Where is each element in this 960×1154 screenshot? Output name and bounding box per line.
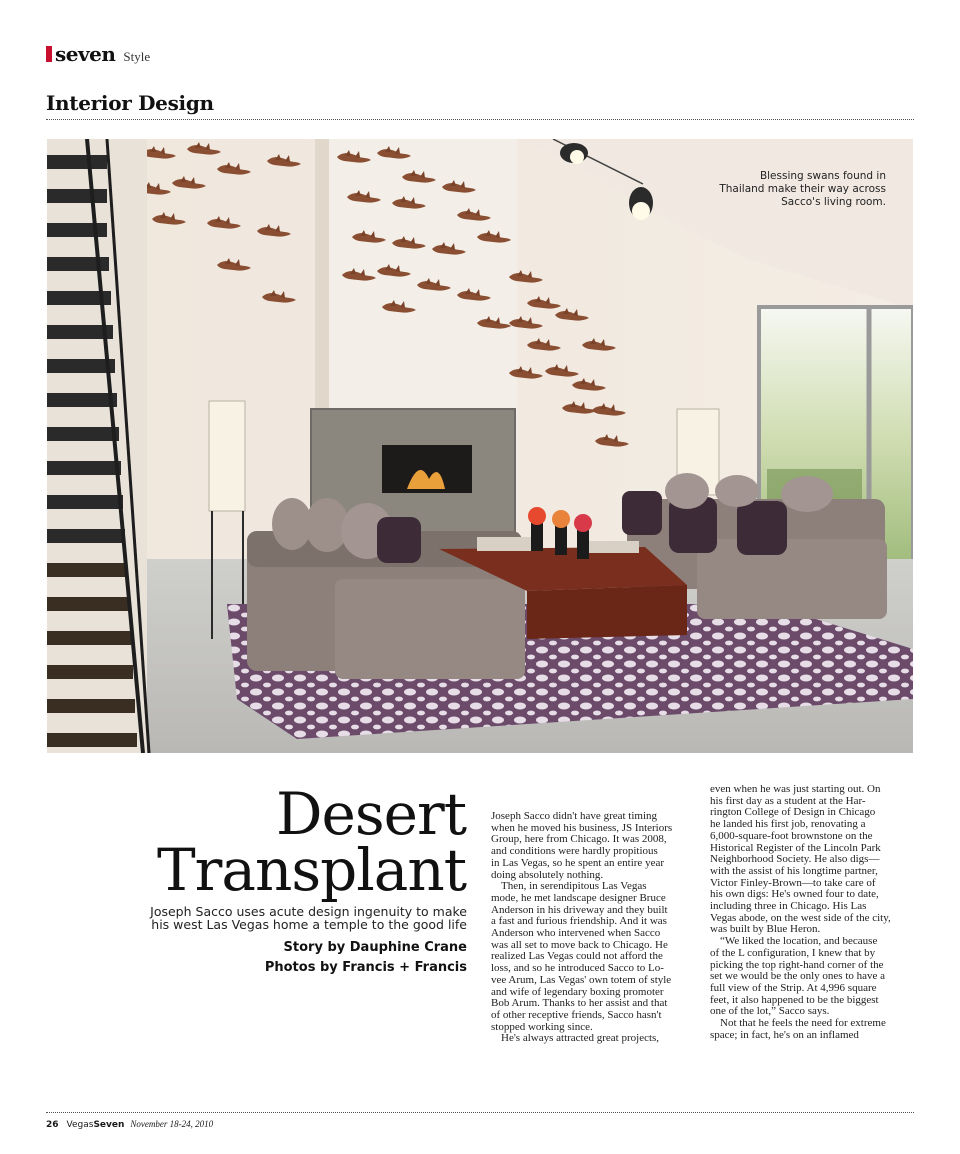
section-label: Style [123, 49, 151, 64]
article-text-line: Not that he feels the need for extreme [720, 1018, 886, 1030]
article-text-line: Victor Finley-Brown—to take care of [710, 877, 876, 889]
article-text-line: Group, here from Chicago. It was 2008, [491, 834, 667, 846]
article-text-line: and conditions were hardly propitious [491, 846, 658, 858]
article-column-2 [710, 784, 904, 1041]
article-text-line: and wife of legendary boxing promoter [491, 986, 664, 998]
article-text-line: full view of the Strip. At 4,996 square [710, 982, 877, 994]
article-text-line: doing absolutely nothing. [491, 869, 604, 881]
article-text-line: Then, in serendipitous Las Vegas [501, 881, 647, 893]
article-text-line: his own digs: He's owned four to date, [710, 889, 879, 901]
living-room-photo [47, 139, 913, 753]
article-headline [156, 780, 466, 904]
byline-story: Story by Dauphine Crane [283, 940, 467, 955]
article-text-line: rington College of Design in Chicago [710, 807, 876, 819]
article-text-line: was built by Blue Heron. [710, 924, 821, 936]
article-text-line: feet, it also happened to be the biggest [710, 994, 879, 1006]
article-text-line: one of the lot,” Sacco says. [710, 1006, 830, 1018]
article-text-line: set we would be the only ones to have a [710, 971, 886, 983]
page-number: 26 [46, 1120, 59, 1130]
article-text-line: “We liked the location, and because [720, 936, 878, 948]
article-text-line: even when he was just starting out. On [710, 784, 881, 795]
article-text-line: 6,000-square-foot brownstone on the [710, 830, 873, 842]
article-text-line: Historical Register of the Lincoln Park [710, 842, 881, 854]
masthead [46, 42, 150, 66]
article-text-line: Bob Arum. Thanks to her assist and that [491, 998, 668, 1010]
article-text-line: including three in Chicago. His Las [710, 901, 867, 913]
article-text-line: space; in fact, he's on an inflamed [710, 1029, 859, 1041]
article-column-1 [491, 811, 685, 1045]
article-text-line: mode, he met landscape designer Bruce [491, 892, 666, 904]
article-text-line: Neighborhood Society. He also digs— [710, 854, 880, 866]
page-section-title: Interior Design [46, 91, 214, 115]
publication-name [67, 1120, 125, 1130]
article-text-line: Anderson who intervened when Sacco [491, 928, 661, 940]
article-text-line: in Las Vegas, so he spent an entire year [491, 857, 664, 869]
byline-photos: Photos by Francis + Francis [264, 960, 467, 975]
page-footer [46, 1119, 213, 1130]
article-text-line: a fast and furious friendship. And it was [491, 916, 667, 928]
article-text-line: loss, and so he introduced Sacco to Lo- [491, 963, 664, 975]
article-text-line: Anderson in his driveway and they built [491, 904, 668, 916]
article-dek: Joseph Sacco uses acute design ingenuity to make his west Las Vegas home a temple to the good life [150, 904, 467, 932]
publication-logo: seven [55, 42, 116, 66]
article-text-line: stopped working since. [491, 1021, 593, 1033]
article-text-line: realized Las Vegas could not afford the [491, 951, 663, 963]
article-text-line: picking the top right-hand corner of the [710, 959, 884, 971]
headline-line-2: Transplant [156, 836, 466, 904]
footer-divider [46, 1112, 914, 1113]
issue-date: November 18-24, 2010 [130, 1119, 214, 1129]
header-divider [46, 119, 914, 120]
photo-caption: Blessing swans found in Thailand make their way across Sacco's living room. [719, 170, 886, 208]
headline-line-1: Desert [276, 780, 466, 848]
article-text-line: with the assist of his longtime partner, [710, 865, 878, 877]
publication-name-part2: Seven [93, 1120, 125, 1130]
article-text-line: when he moved his business, JS Interiors [491, 822, 673, 834]
article-text-line: his first day as a student at the Har- [710, 795, 866, 807]
article-text-line: of the L configuration, I knew that by [710, 947, 876, 959]
publication-name-part1: Vegas [66, 1120, 94, 1130]
article-text-line: he landed his first job, renovating a [710, 819, 866, 831]
living-room-illustration [47, 139, 913, 753]
article-text-line: Joseph Sacco didn't have great timing [491, 811, 658, 822]
article-text-line: Vegas abode, on the west side of the city, [710, 912, 891, 924]
logo-mark [46, 46, 52, 62]
article-text-line: was all set to move back to Chicago. He [491, 939, 668, 951]
article-text-line: He's always attracted great projects, [501, 1033, 660, 1045]
article-text-line: of other receptive friends, Sacco hasn't [491, 1009, 662, 1021]
article-text-line: vee Arum, Las Vegas' own totem of style [491, 974, 672, 986]
